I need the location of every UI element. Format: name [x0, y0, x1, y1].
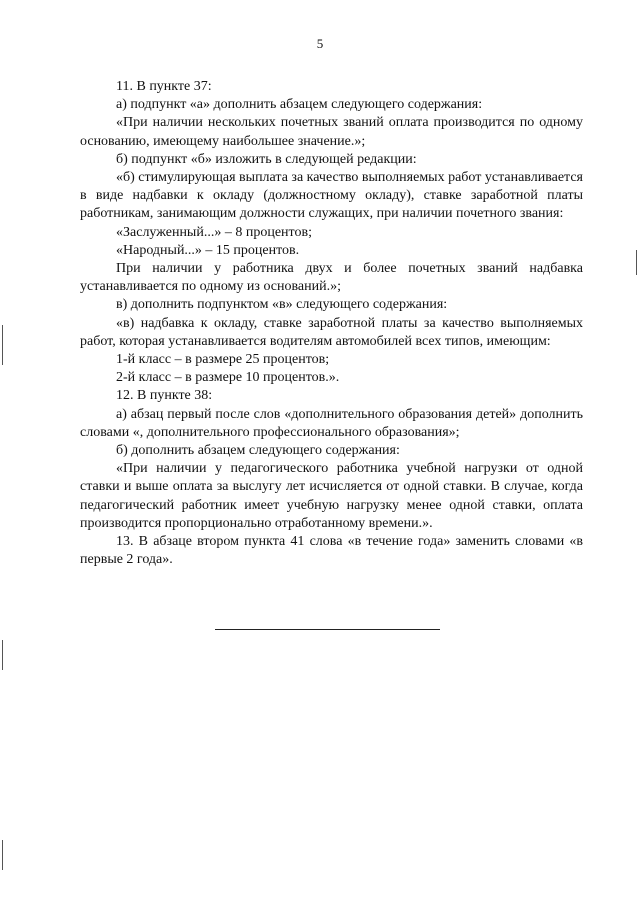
scan-edge-mark	[2, 640, 3, 670]
scan-edge-mark	[2, 325, 3, 365]
paragraph-subitem-b: б) подпункт «б» изложить в следующей редакции:	[116, 151, 417, 167]
paragraph-class-1: 1-й класс – в размере 25 процентов;	[116, 352, 330, 368]
paragraph-quote-drivers: «в) надбавка к окладу, ставке заработной платы за качество выполняемых работ, которая устанавливается водителям автомобилей всех типов, имеющим:	[80, 315, 583, 349]
paragraph-class-2: 2-й класс – в размере 10 процентов.».	[116, 370, 340, 386]
paragraph-item-11: 11. В пункте 37:	[116, 79, 212, 94]
paragraph-quote-stimulating-payment: «б) стимулирующая выплата за качество выполняемых работ устанавливается в виде надбавки к окладу (должностному окладу), ставке заработной платы работникам, занимающим должности служащих, при наличии почетного звания:	[80, 170, 583, 222]
paragraph-two-titles: При наличии у работника двух и более почетных званий надбавка устанавливается по одному из оснований.»;	[80, 261, 583, 295]
paragraph-item-12: 12. В пункте 38:	[116, 388, 213, 404]
page-number: 5	[316, 36, 324, 51]
scan-edge-mark	[636, 250, 637, 275]
paragraph-subitem-v: в) дополнить подпунктом «в» следующего содержания:	[116, 297, 448, 313]
separator-line	[215, 629, 440, 630]
paragraph-item-12-a: а) абзац первый после слов «дополнительного образования детей» дополнить словами «, дополнительного профессионального образования»;	[80, 406, 583, 440]
paragraph-item-12-b: б) дополнить абзацем следующего содержания:	[116, 443, 400, 459]
paragraph-honored-title: «Заслуженный...» – 8 процентов;	[116, 224, 312, 240]
paragraph-subitem-a: а) подпункт «а» дополнить абзацем следующего содержания:	[116, 97, 483, 113]
scan-edge-mark	[2, 840, 3, 870]
paragraph-quote-honorary-titles: «При наличии нескольких почетных званий оплата производится по одному основанию, имеющему наибольшее значение.»;	[80, 115, 583, 149]
document-body	[80, 78, 583, 569]
paragraph-item-13: 13. В абзаце втором пункта 41 слова «в течение года» заменить словами «в первые 2 года».	[80, 534, 583, 568]
paragraph-quote-teaching-load: «При наличии у педагогического работника учебной нагрузки от одной ставки и выше оплата за выслугу лет исчисляется от одной ставки. В случае, когда педагогический работник имеет учебную нагрузку менее одной ставки, оплата производится пропорционально отработанному времени.».	[80, 461, 583, 531]
paragraph-people-title: «Народный...» – 15 процентов.	[116, 242, 300, 258]
